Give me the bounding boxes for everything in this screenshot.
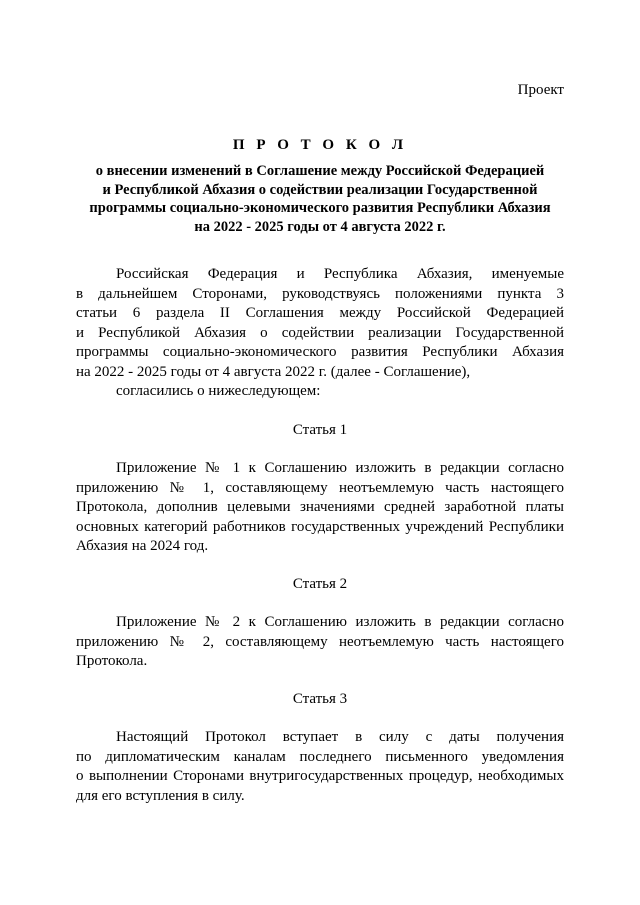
paragraph-line: Настоящий Протокол вступает в силу с даты получения <box>116 729 564 745</box>
article-1-paragraph <box>76 459 564 557</box>
title-block <box>76 136 564 236</box>
paragraph-line: Приложение № 2 к Соглашению изложить в редакции согласно <box>116 614 564 630</box>
subtitle-line: о внесении изменений в Соглашение между Российской Федерацией <box>95 163 545 179</box>
paragraph-line: программы социально-экономического развития Республики Абхазия <box>76 344 564 360</box>
preamble-paragraph <box>76 265 564 402</box>
paragraph-line: приложению № 2, составляющему неотъемлемую часть настоящего <box>76 633 564 650</box>
paragraph-line: и Республикой Абхазия о содействии реализации Государственной <box>76 324 564 341</box>
paragraph-line: Протокола, дополнив целевыми значениями средней заработной платы <box>76 499 564 515</box>
paragraph-line: о выполнении Сторонами внутригосударственных процедур, необходимых <box>76 768 564 784</box>
article-3-paragraph <box>76 728 564 806</box>
subtitle-line: и Республикой Абхазия о содействии реализации Государственной <box>102 181 538 198</box>
article-2-heading: Статья 2 <box>292 576 348 592</box>
subtitle-line: программы социально-экономического развития Республики Абхазия <box>89 200 551 216</box>
paragraph-line: в дальнейшем Сторонами, руководствуясь положениями пункта 3 <box>76 285 564 302</box>
article-1-heading: Статья 1 <box>292 422 348 438</box>
paragraph-line: основных категорий работников государственных учреждений Республики <box>76 518 564 535</box>
paragraph-line: на 2022 - 2025 годы от 4 августа 2022 г. (далее - Соглашение), <box>76 363 471 380</box>
paragraph-line: Российская Федерация и Республика Абхазия, именуемые <box>116 266 564 282</box>
paragraph-line: для его вступления в силу. <box>76 787 245 804</box>
article-3-heading: Статья 3 <box>292 691 348 707</box>
paragraph-line: Абхазия на 2024 год. <box>76 538 209 554</box>
paragraph-line: Приложение № 1 к Соглашению изложить в редакции согласно <box>116 460 564 476</box>
paragraph-line: по дипломатическим каналам последнего письменного уведомления <box>76 748 564 765</box>
paragraph-line: статьи 6 раздела II Соглашения между Российской Федерацией <box>76 305 564 321</box>
paragraph-line: приложению № 1, составляющему неотъемлемую часть настоящего <box>76 479 564 496</box>
agreed-line: согласились о нижеследующем: <box>116 383 321 399</box>
subtitle-line: на 2022 - 2025 годы от 4 августа 2022 г. <box>194 218 446 235</box>
paragraph-line: Протокола. <box>76 653 148 669</box>
article-2-paragraph <box>76 613 564 672</box>
document-title: П Р О Т О К О Л <box>232 137 408 153</box>
draft-stamp: Проект <box>517 82 564 98</box>
